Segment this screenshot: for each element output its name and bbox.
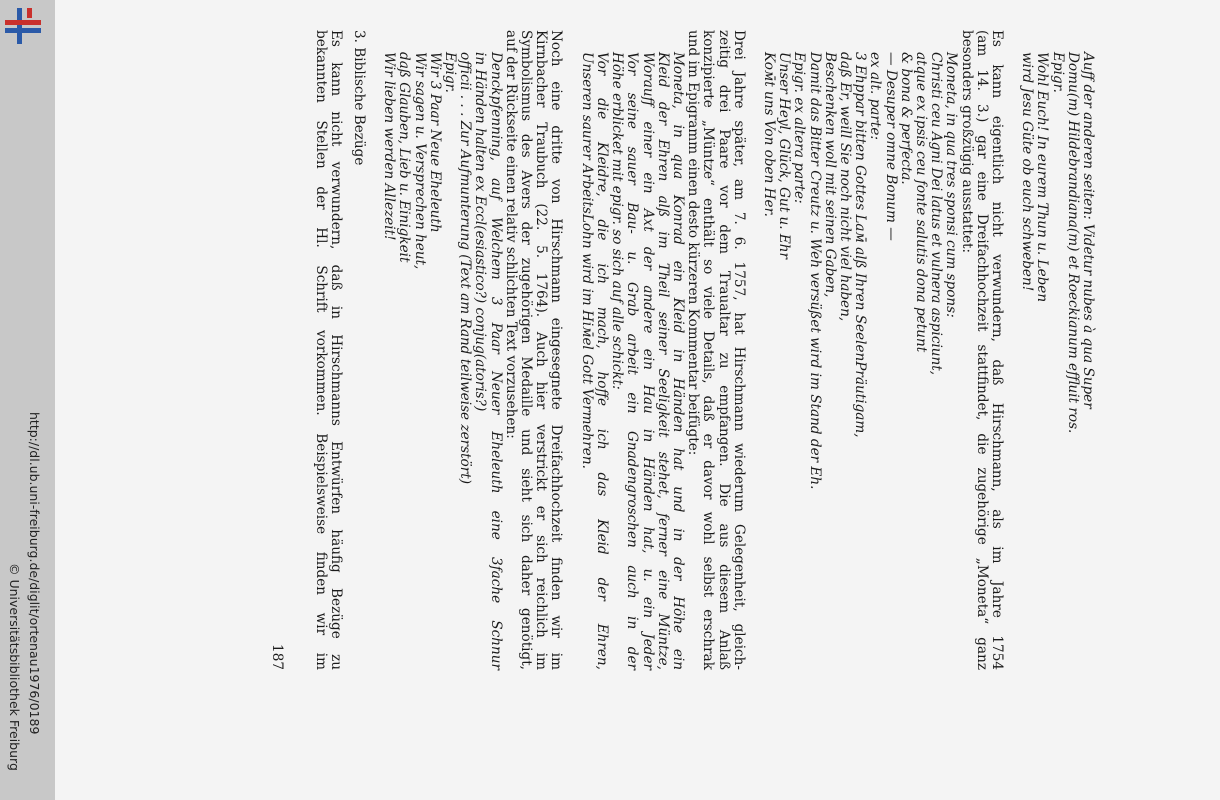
text-line: bekannten Stellen der Hl. Schrift vorkommen. Beispielsweise finden wir im [312,30,329,670]
paragraph-gap [746,30,761,670]
text-line: officii . . . Zur Aufmunterung (Text am Rand teilweise zerstört) [457,52,474,484]
text-line: Vor seine sauer Bau- u. Grab arbeit ein Gnadengroschen auch in der [624,52,641,670]
text-line: Damit das Bitter Creutz u. Weh versüßet wird im Stand der Eh. [806,52,823,490]
text-line: daß Glauben, Lieb u. Einigkeit [396,52,413,263]
text-line: Kirnbacher Traubuch (22. 5. 1764). Auch hier verstrickt er sich reichlich im [533,30,550,670]
text-line: Wohl Euch! In eurem Thun u. Leben [1034,52,1051,303]
text-line: Höhe erblicket mit epigr. so sich auf alle schickt: [609,52,626,390]
text-line: und im Epigramm einen desto kürzeren Kommentar beifügte: [685,30,702,456]
text-line: in Händen halten ex Eccl(esiastico?) conjug(atoris?) [472,52,489,412]
text-line: Domu(m) Hildebrandiana(m) et Roeckianum effluit ros. [1064,52,1081,434]
text-line: Es kann nicht verwundern, daß in Hirschmanns Entwürfen häufig Bezüge zu [327,30,344,670]
text-line: konzipierte „Müntze“ enthält so viele Details, daß er davor wohl selbst erschrak [700,30,717,670]
source-url[interactable]: http://dl.ub.uni-freiburg.de/diglit/ortenau1976/0189 [27,412,42,735]
text-line: Kleid der Ehren alß im Theil seiner Seeligkeit stehet, ferner eine Müntze, [654,52,671,670]
text-line: Koм̄t uns Von oben Her. [760,52,777,217]
text-line: ex alt. parte: [867,52,884,140]
text-line: Wir 3 Paar Neue Eheleuth [426,52,443,233]
text-line: Noch eine dritte von Hirschmann eingesegnete Dreifachhochzeit finden wir im [548,30,565,670]
text-line: Beschenken woll mit seinen Gaben, [821,52,838,298]
text-line: Moneta, in qua tres sponsi cum spons: [943,52,960,318]
text-line: Christi ceu Agni Dei latus et vulnera aspiciunt, [928,52,945,376]
text-line: Symbolismus des Avers der zugehörigen Medaille und sieht sich daher genötigt, [518,30,535,670]
section-heading: 3. Biblische Bezüge [351,30,368,166]
text-line: Drei Jahre später, am 7. 6. 1757, hat Hirschmann wiederum Gelegenheit, gleich- [730,30,747,670]
text-line: Es kann eigentlich nicht verwundern, daß Hirschmann, als im Jahre 1754 [988,30,1005,670]
page-text-block [225,30,1095,670]
text-line: atque ex ipsis ceu fonte salutis dona petunt [912,52,929,353]
text-line: (am 14. 3.) gar eine Dreifachhochzeit stattfindet, die zugehörige „Moneta“ ganz [973,30,990,670]
text-line: Moneta, in qua Konrad ein Kleid in Händen hat und in der Höhe ein [669,52,686,670]
text-line: Unseren saurer ArbeitsLohn wird im Hiм̄el Gott Vermehren. [578,52,595,469]
text-line: Denckpfenning, auf Welchem 3 Paar Neuer Eheleuth eine 3fache Schnur [487,52,504,670]
text-line: Unser Heyl, Glück, Gut u. Ehr [776,52,793,260]
paragraph-gap [564,30,579,670]
text-line: besonders großzügig ausstattet: [958,30,975,254]
text-line: Wir lieben werden Allezeit! [381,52,398,241]
text-line: Vor die Kleidre, die ich mach, hoffe ich das Kleid der Ehren, [593,52,610,670]
text-line: — Desuper omne Bonum — [882,52,899,241]
viewer-margin [0,0,55,800]
text-line: & bona & perfecta. [897,52,914,185]
text-line: wird Jesu Güte ob euch schweben! [1019,52,1036,292]
text-line: Auff der anderen seiten: Videtur nubes à qua Super [1080,52,1096,409]
page-number-gap [284,30,312,670]
paragraph-gap [1004,30,1019,670]
text-line: Wir sagen u. Versprechen heut, [411,52,428,270]
scanned-page [55,0,1220,800]
paragraph-gap [343,30,351,670]
text-line: daß Er, weill Sie noch nicht viel haben, [836,52,853,322]
text-line: Worauff einer ein Axt der andere ein Hau in Händen hat, u. ein Jeder [639,52,656,670]
text-line: Epigr. ex altera parte: [791,52,808,204]
text-line: 3 Ehppar bitten Gottes Laм̄ alß Ihren SeelenPräutigam, [852,52,869,438]
text-line: Epigr. [442,52,459,93]
page-number: 187 [269,644,286,670]
text-line: auf der Rückseite einen relativ schlichten Text vorzusehen: [502,30,519,439]
copyright-notice: © Universitätsbibliothek Freiburg [7,563,22,771]
paragraph-gap [366,30,381,670]
text-line: zeitig drei Paare vor dem Traualtar zu empfangen. Die aus diesem Anlaß [715,30,732,670]
text-line: Epigr. [1049,52,1066,93]
